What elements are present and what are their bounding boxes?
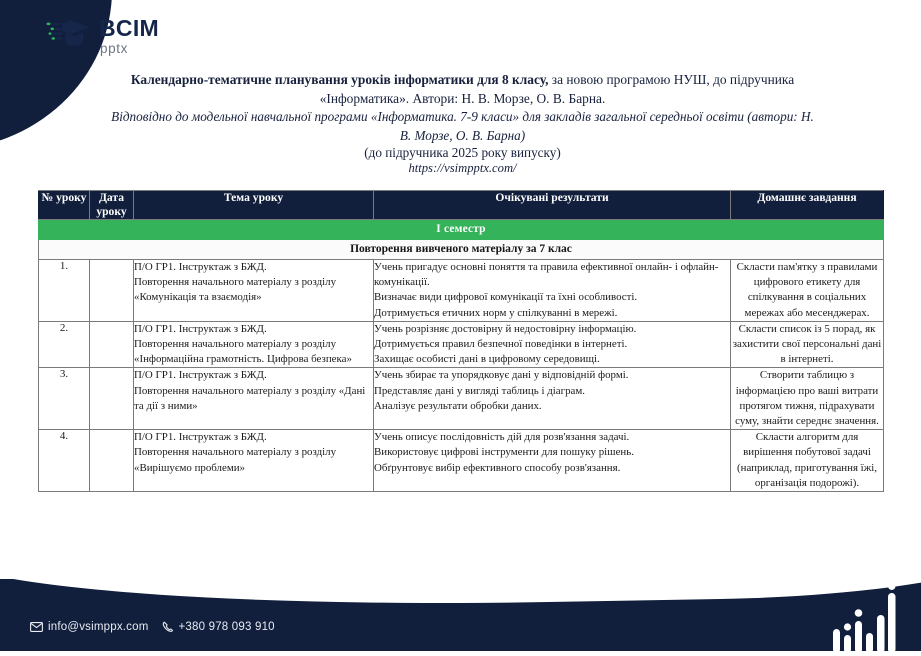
footer-phone[interactable] [162, 621, 275, 633]
topic-line: Повторення начального матеріалу з розділу «Комунікація та взаємодія» [134, 276, 337, 304]
footer-contact-info [30, 621, 275, 633]
topic-line: П/О ГР1. Інструктаж з БЖД. [134, 369, 267, 382]
column-header-lesson-date: Дата уроку [90, 191, 134, 220]
result-line: Обґрунтовує вибір ефективного способу розв'язання. [374, 461, 621, 474]
table-row [39, 260, 884, 322]
footer-curve-decoration [0, 579, 921, 613]
result-line: Учень пригадує основні поняття та правила ефективної онлайн- і офлайн-комунікації. [374, 261, 719, 289]
source-url: https://vsimpptx.com/ [408, 161, 517, 175]
brand-subtitle: pptx [100, 41, 128, 57]
semester-banner-label: І семестр [39, 220, 884, 240]
result-line: Дотримується етичних норм у спілкуванні в мережі. [374, 306, 618, 319]
brand-name: BCIM [99, 15, 159, 42]
cell-expected-results [374, 260, 731, 322]
section-banner-row [39, 240, 884, 260]
result-line: Захищає особисті дані в цифровому середовищі. [374, 353, 600, 366]
cell-homework: Скласти список із 5 порад, як захистити свої персональні дані в інтернеті. [731, 321, 884, 368]
lesson-plan-table [38, 190, 884, 492]
table-row [39, 368, 884, 430]
result-line: Аналізує результати обробки даних. [374, 399, 542, 412]
footer-phone-text: +380 978 093 910 [178, 621, 275, 633]
result-line: Учень розрізняє достовірну й недостовірну інформацію. [374, 322, 637, 335]
lesson-plan-table-container [38, 190, 883, 492]
cell-homework: Скласти пам'ятку з правилами цифрового етикету для спілкування в соціальних мережах або месенджерах. [731, 260, 884, 322]
phone-icon [162, 621, 174, 633]
cell-lesson-number: 3. [39, 368, 90, 430]
topic-line: Повторення начального матеріалу з розділу «Дані та дії з ними» [134, 384, 366, 412]
title-line-1-rest: за новою програмою НУШ, до підручника «Інформатика». Автори: Н. В. Морзе, О. В. Барна. [319, 72, 795, 106]
result-line: Визначає види цифрової комунікації та їхні особливості. [374, 291, 638, 304]
cell-homework: Створити таблицю з інформацією про ваші витрати протягом тижня, підрахувати суму, знайти середнє значення. [731, 368, 884, 430]
cell-lesson-date[interactable] [90, 430, 134, 492]
cell-expected-results [374, 321, 731, 368]
cell-lesson-topic [134, 368, 374, 430]
cell-lesson-date[interactable] [90, 260, 134, 322]
footer-band [0, 579, 921, 651]
result-line: Учень збирає та упорядковує дані у відповідній формі. [374, 369, 629, 382]
result-line: Представляє дані у вигляді таблиць і діаграм. [374, 384, 585, 397]
cell-lesson-topic [134, 260, 374, 322]
title-line-1-bold: Календарно-тематичне планування уроків інформатики для 8 класу, [130, 72, 549, 87]
cell-expected-results [374, 430, 731, 492]
cell-lesson-number: 1. [39, 260, 90, 322]
cell-lesson-date[interactable] [90, 368, 134, 430]
table-header-row [39, 191, 884, 220]
table-row [39, 321, 884, 368]
brand-logo [46, 17, 159, 56]
semester-banner-row [39, 220, 884, 240]
result-line: Дотримується правил безпечної поведінки в інтернеті. [374, 338, 628, 351]
cell-expected-results [374, 368, 731, 430]
topic-line: Повторення начального матеріалу з розділу «Вирішуємо проблеми» [134, 446, 337, 474]
column-header-expected-results: Очікувані результати [374, 191, 731, 220]
cell-lesson-date[interactable] [90, 321, 134, 368]
footer-email-text: info@vsimppx.com [48, 621, 149, 633]
cell-homework: Скласти алгоритм для вирішення побутової задачі (наприклад, приготування їжі, організація подорожі). [731, 430, 884, 492]
topic-line: Повторення начального матеріалу з розділу «Інформаційна грамотність. Цифрова безпека» [134, 338, 352, 366]
bar-chart-decoration [823, 581, 915, 651]
footer-email[interactable] [30, 621, 149, 633]
cell-lesson-topic [134, 430, 374, 492]
title-line-2: Відповідно до модельної навчальної програми «Інформатика. 7-9 класи» для закладів загальної середньої освіти (автори: Н. В. Морзе, О. В. Барна) [111, 109, 814, 143]
page-title [110, 70, 815, 176]
column-header-lesson-number: № уроку [39, 191, 90, 220]
cell-lesson-number: 4. [39, 430, 90, 492]
topic-line: П/О ГР1. Інструктаж з БЖД. [134, 431, 267, 444]
column-header-lesson-topic: Тема уроку [134, 191, 374, 220]
cell-lesson-number: 2. [39, 321, 90, 368]
topic-line: П/О ГР1. Інструктаж з БЖД. [134, 322, 267, 335]
topic-line: П/О ГР1. Інструктаж з БЖД. [134, 261, 267, 273]
title-line-1 [110, 70, 815, 108]
result-line: Використовує цифрові інструменти для пошуку рішень. [374, 446, 634, 459]
table-row [39, 430, 884, 492]
column-header-homework: Домашнє завдання [731, 191, 884, 220]
graduation-cap-icon [46, 17, 90, 56]
result-line: Учень описує послідовність дій для розв'язання задачі. [374, 431, 630, 444]
section-banner-label: Повторення вивченого матеріалу за 7 клас [39, 240, 884, 260]
title-line-3: (до підручника 2025 року випуску) [364, 145, 561, 160]
envelope-icon [30, 622, 43, 632]
cell-lesson-topic [134, 321, 374, 368]
